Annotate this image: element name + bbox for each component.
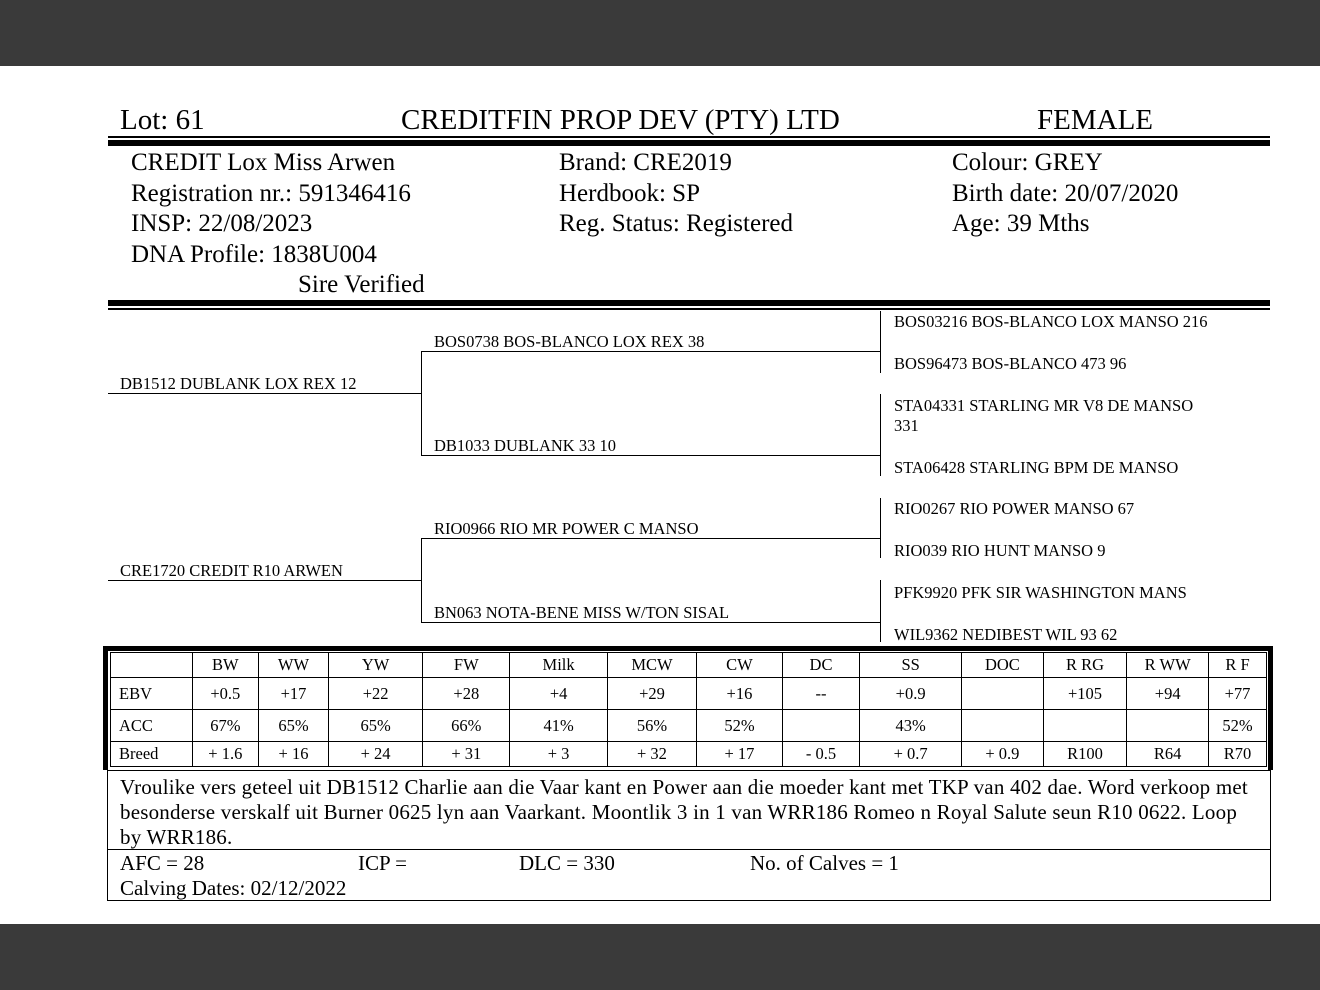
ebv-cell	[962, 678, 1044, 710]
acc-row-label: ACC	[111, 710, 193, 742]
inspection-date: INSP: 22/08/2023	[131, 210, 313, 237]
herdbook: Herdbook: SP	[559, 179, 700, 207]
breed-cell: + 32	[607, 742, 696, 767]
animal-info-middle	[559, 148, 793, 240]
ebv-cell: --	[782, 678, 859, 710]
age: Age: 39 Mths	[952, 210, 1090, 237]
colour: Colour: GREY	[952, 149, 1103, 176]
breed-cell: + 17	[697, 742, 783, 767]
dam-bracket	[421, 538, 422, 623]
lot-number: Lot: 61	[120, 104, 205, 136]
breed-cell: - 0.5	[782, 742, 859, 767]
ebv-cell: +0.9	[860, 678, 962, 710]
ebv-header-cell: BW	[192, 653, 259, 678]
breed-cell: + 16	[259, 742, 329, 767]
ss-line	[421, 351, 881, 352]
pedigree-dam: CRE1720 CREDIT R10 ARWEN	[120, 561, 343, 580]
seller-name: CREDITFIN PROP DEV (PTY) LTD	[401, 104, 840, 136]
acc-cell: 43%	[860, 710, 962, 742]
ebv-cell: +22	[328, 678, 422, 710]
dna-profile: DNA Profile: 1838U004	[131, 240, 377, 268]
breed-cell: + 0.7	[860, 742, 962, 767]
pedigree-dsd: RIO039 RIO HUNT MANSO 9	[894, 541, 1106, 560]
acc-cell: 66%	[423, 710, 510, 742]
registration-number: Registration nr.: 591346416	[131, 179, 411, 207]
sd-line	[421, 455, 881, 456]
afc-value: AFC = 28	[120, 851, 205, 875]
ss-bracket	[880, 311, 881, 373]
pedigree-sire-dam: DB1033 DUBLANK 33 10	[434, 436, 616, 455]
birth-date: Birth date: 20/07/2020	[952, 179, 1179, 207]
ebv-row	[111, 678, 1267, 710]
ds-line	[421, 538, 881, 539]
animal-info-left	[131, 148, 425, 301]
acc-cell	[962, 710, 1044, 742]
breed-cell: + 24	[328, 742, 422, 767]
ebv-cell: +28	[423, 678, 510, 710]
dd-bracket	[880, 580, 881, 642]
ebv-cell: +4	[510, 678, 608, 710]
ebv-cell: +94	[1127, 678, 1209, 710]
ebv-header-cell	[111, 653, 193, 678]
pedigree-sds-line2: 331	[894, 416, 919, 435]
dam-line	[108, 580, 422, 581]
acc-cell: 52%	[697, 710, 783, 742]
ebv-cell: +77	[1208, 678, 1266, 710]
ebv-header-cell: R RG	[1043, 653, 1127, 678]
acc-cell: 65%	[259, 710, 329, 742]
breed-cell: R100	[1043, 742, 1127, 767]
comment-text: Vroulike vers geteel uit DB1512 Charlie aan die Vaar kant en Power aan die moeder kant met TKP van 402 dae. Word verkoop met besonderse verskalf uit Burner 0625 lyn aan Vaarkant. Moontlik 3 in 1 van WRR186 Romeo n Royal Salute seun R10 0622. Loop by WRR186.	[120, 775, 1248, 849]
ebv-header-cell: DC	[782, 653, 859, 678]
pedigree-sss: BOS03216 BOS-BLANCO LOX MANSO 216	[894, 312, 1208, 331]
ebv-header-cell: Milk	[510, 653, 608, 678]
ebv-header-cell: YW	[328, 653, 422, 678]
ebv-header-cell: R F	[1208, 653, 1266, 678]
ebv-cell: +16	[697, 678, 783, 710]
sire-bracket	[421, 351, 422, 456]
calves-count: No. of Calves = 1	[750, 851, 899, 875]
breed-cell: + 0.9	[962, 742, 1044, 767]
sd-bracket	[880, 394, 881, 476]
ebv-header-cell: WW	[259, 653, 329, 678]
animal-info-right	[952, 148, 1178, 240]
breed-cell: R70	[1208, 742, 1266, 767]
sex-label: FEMALE	[1037, 104, 1153, 136]
pedigree-ddd: WIL9362 NEDIBEST WIL 93 62	[894, 625, 1118, 644]
sire-line	[108, 393, 422, 394]
ebv-header-cell: FW	[423, 653, 510, 678]
pedigree-ssd: BOS96473 BOS-BLANCO 473 96	[894, 354, 1127, 373]
ebv-header-row	[111, 653, 1267, 678]
info-rule-thin	[108, 308, 1270, 310]
dlc-value: DLC = 330	[519, 851, 615, 875]
registration-status: Reg. Status: Registered	[559, 210, 793, 237]
breed-row-label: Breed	[111, 742, 193, 767]
ds-bracket	[880, 498, 881, 558]
acc-cell: 52%	[1208, 710, 1266, 742]
pedigree-sdd: STA06428 STARLING BPM DE MANSO	[894, 458, 1179, 477]
ebv-row-label: EBV	[111, 678, 193, 710]
breed-cell: + 1.6	[192, 742, 259, 767]
stats-divider	[108, 849, 1270, 850]
acc-cell: 56%	[607, 710, 696, 742]
comment-box	[107, 770, 1271, 901]
icp-value: ICP =	[358, 851, 407, 875]
breed-row	[111, 742, 1267, 767]
calving-dates: Calving Dates: 02/12/2022	[120, 876, 347, 900]
ebv-header-cell: DOC	[962, 653, 1044, 678]
animal-name: CREDIT Lox Miss Arwen	[131, 149, 396, 176]
acc-cell: 41%	[510, 710, 608, 742]
ebv-cell: +105	[1043, 678, 1127, 710]
info-rule-thick	[108, 300, 1270, 306]
acc-row	[111, 710, 1267, 742]
acc-cell	[782, 710, 859, 742]
ebv-cell: +17	[259, 678, 329, 710]
pedigree-sire-sire: BOS0738 BOS-BLANCO LOX REX 38	[434, 332, 705, 351]
header-rule-thick	[108, 140, 1270, 146]
pedigree-sire: DB1512 DUBLANK LOX REX 12	[120, 374, 357, 393]
ebv-header-cell: CW	[697, 653, 783, 678]
breed-cell: R64	[1127, 742, 1209, 767]
pedigree-dds: PFK9920 PFK SIR WASHINGTON MANS	[894, 583, 1187, 602]
catalogue-page	[0, 66, 1320, 924]
ebv-header-cell: MCW	[607, 653, 696, 678]
ebv-cell: +0.5	[192, 678, 259, 710]
ebv-cell: +29	[607, 678, 696, 710]
pedigree-sds-line1: STA04331 STARLING MR V8 DE MANSO	[894, 396, 1194, 415]
pedigree-dam-dam: BN063 NOTA-BENE MISS W/TON SISAL	[434, 603, 730, 622]
breed-cell: + 31	[423, 742, 510, 767]
dd-line	[421, 622, 881, 623]
ebv-header-cell: R WW	[1127, 653, 1209, 678]
sire-verified: Sire Verified	[298, 271, 425, 298]
breed-cell: + 3	[510, 742, 608, 767]
acc-cell	[1043, 710, 1127, 742]
acc-cell: 65%	[328, 710, 422, 742]
ebv-table	[110, 652, 1267, 767]
header-rule-thin	[108, 136, 1270, 138]
acc-cell: 67%	[192, 710, 259, 742]
pedigree-dss: RIO0267 RIO POWER MANSO 67	[894, 499, 1135, 518]
acc-cell	[1127, 710, 1209, 742]
pedigree-dam-sire: RIO0966 RIO MR POWER C MANSO	[434, 519, 699, 538]
brand: Brand: CRE2019	[559, 149, 732, 176]
ebv-header-cell: SS	[860, 653, 962, 678]
